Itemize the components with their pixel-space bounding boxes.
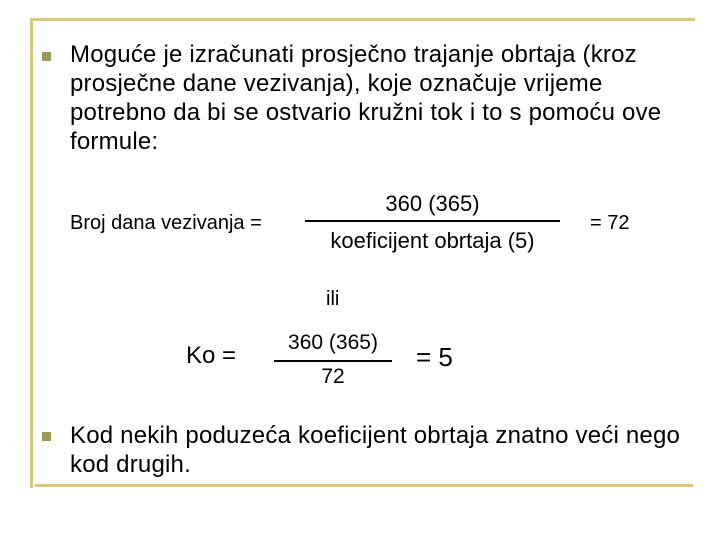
bullet-paragraph-2: Kod nekih poduzeća koeficijent obrtaja znatno veći nego kod drugih.	[70, 422, 681, 478]
formula2-fraction-line	[274, 360, 392, 362]
frame-bottom-border	[35, 484, 693, 487]
formula1-label: Broj dana vezivanja =	[70, 212, 262, 234]
formula1-fraction-line	[305, 220, 560, 222]
formula1-result: = 72	[590, 212, 630, 234]
formula2-label: Ko =	[186, 342, 237, 369]
bullet-paragraph-1: Moguće je izračunati prosječno trajanje obrtaja (kroz prosječne dane vezivanja), koje označuje vrijeme potrebno da bi se ostvario kružni tok i to s pomoću ove formule:	[70, 41, 662, 155]
bullet-square-icon	[42, 52, 51, 61]
frame-left-border	[30, 18, 33, 488]
formula1-denominator: koeficijent obrtaja (5)	[330, 228, 535, 253]
formula1-numerator: 360 (365)	[385, 191, 480, 216]
frame-top-border	[30, 18, 695, 21]
formula2-numerator: 360 (365)	[288, 331, 378, 354]
separator-text: ili	[326, 288, 340, 310]
bullet-square-icon	[42, 432, 51, 441]
formula2-result: = 5	[416, 342, 453, 372]
formula2-denominator: 72	[321, 365, 345, 388]
